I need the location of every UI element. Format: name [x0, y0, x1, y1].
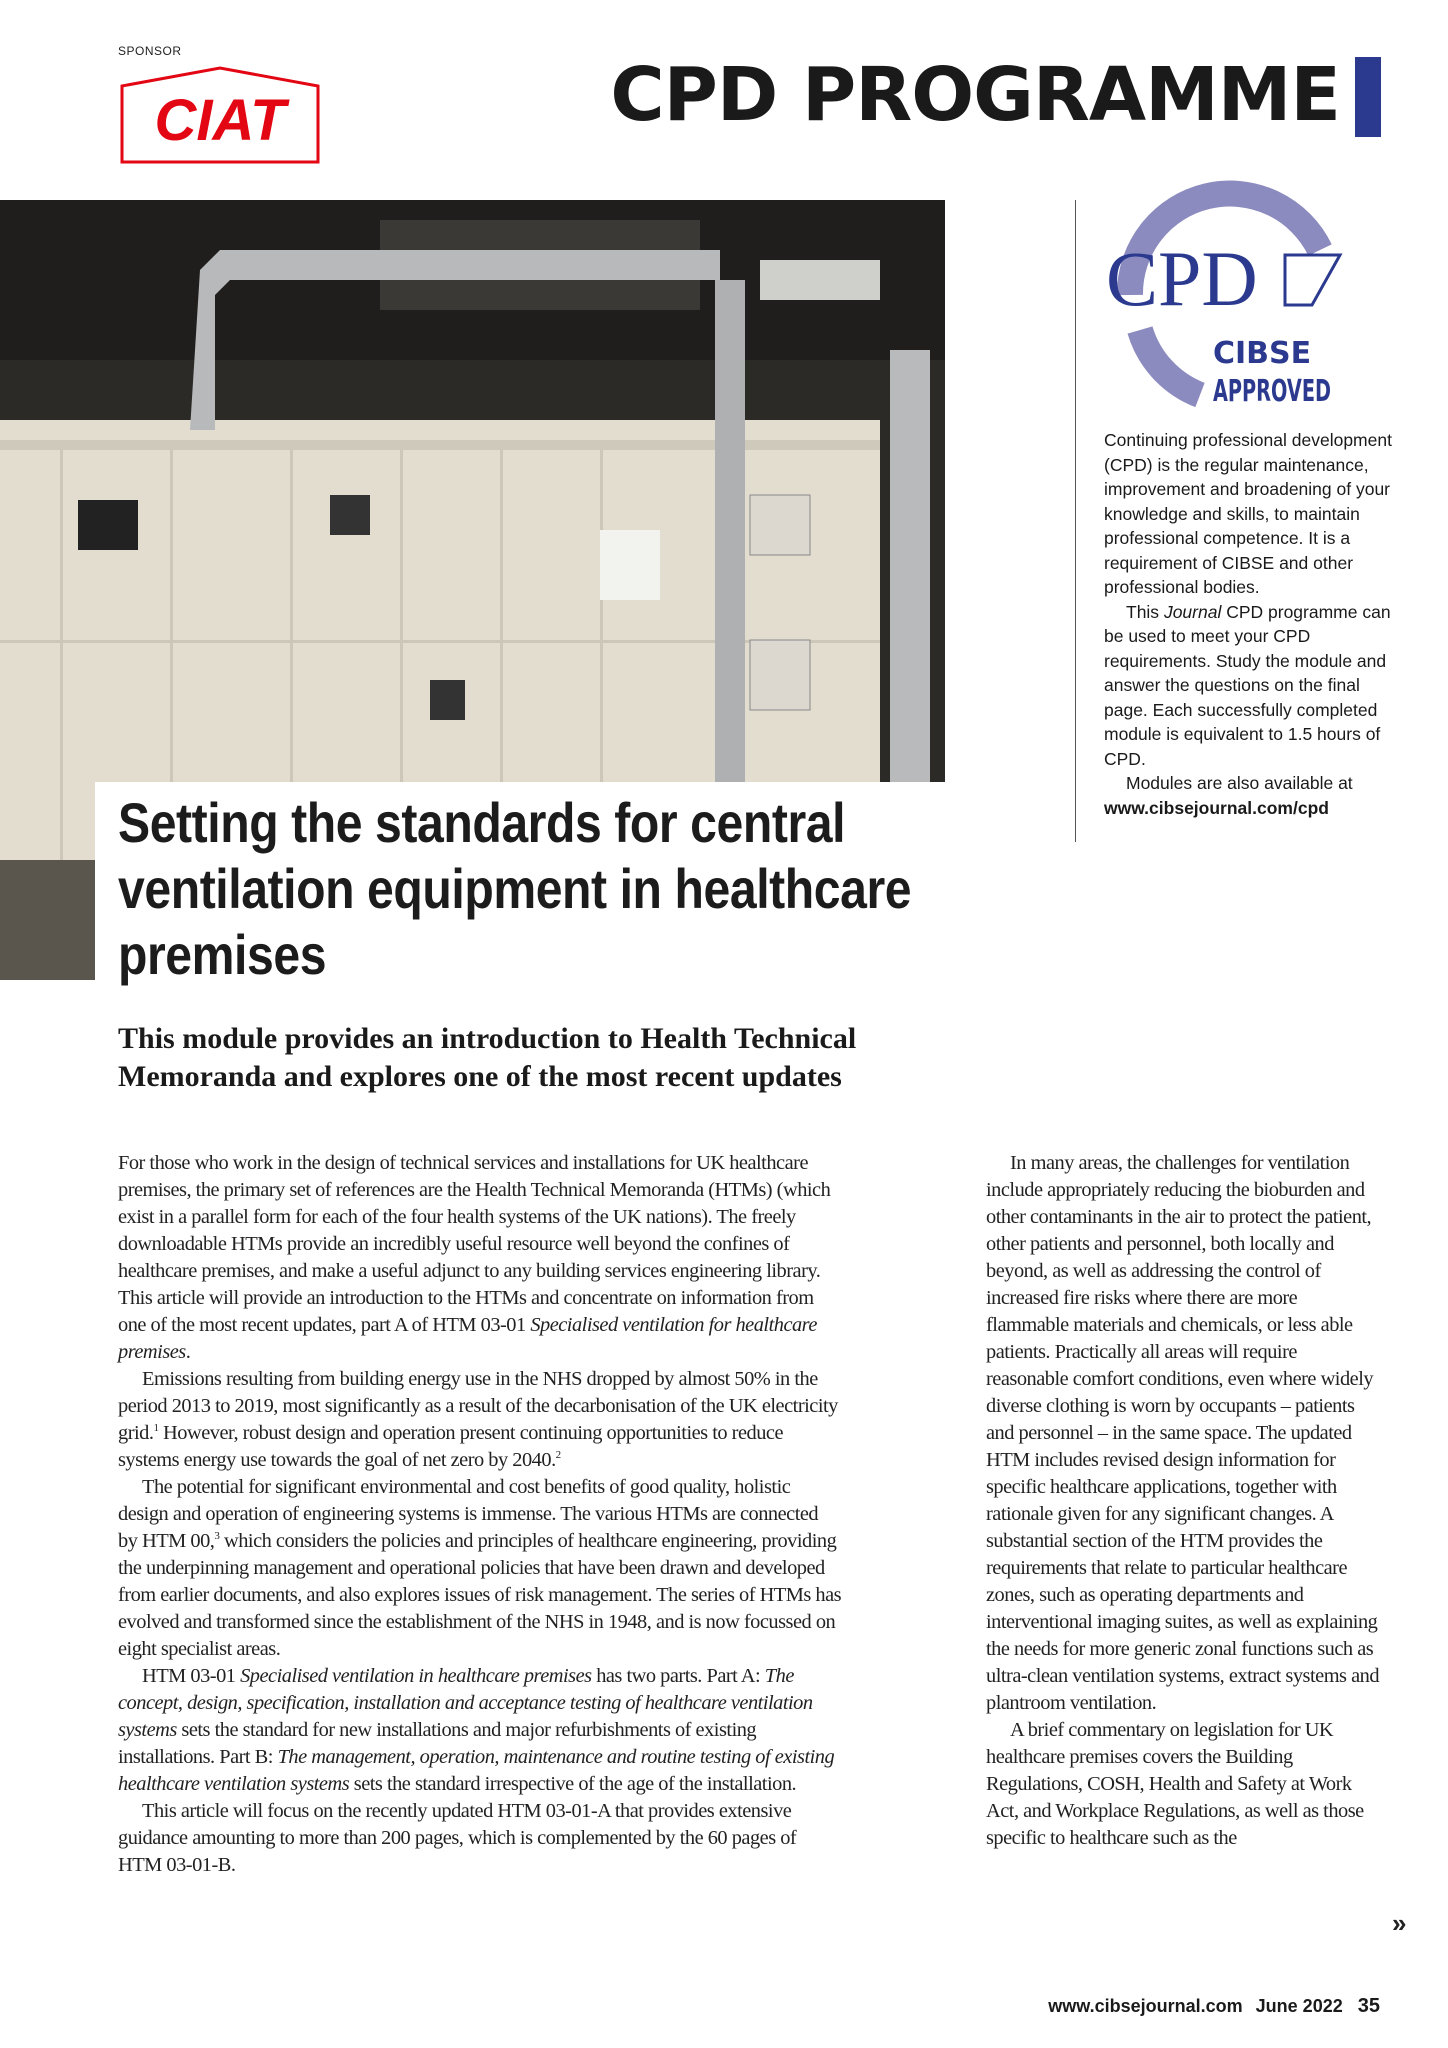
badge-approved: APPROVED: [1213, 374, 1331, 409]
body-paragraph: [118, 1474, 842, 1663]
cpd-url-link[interactable]: www.cibsejournal.com/cpd: [1104, 797, 1329, 818]
text: However, robust design and operation present continuing opportunities to reduce systems energy use towards the goal of net zero by 2040.: [118, 1422, 784, 1471]
text: .: [185, 1341, 191, 1363]
continue-icon: »: [1392, 1908, 1407, 1938]
text: This article will focus on the recently updated HTM 03-01-A that provides extensive guidance amounting to more than 200 pages, which is complemented by the 60 pages of HTM 03-01-B.: [118, 1800, 797, 1876]
sidebar-paragraph: Continuing professional development (CPD) is the regular maintenance, improvement and broadening of your knowledge and skills, to maintain professional competence. It is a requirement of CIBSE and other professional bodies.: [1104, 430, 1392, 597]
ciat-logo: [118, 64, 322, 166]
italic-title: The concept, design, specification, installation and acceptance testing of healthcare ventilation systems: [118, 1665, 813, 1741]
footer-site[interactable]: www.cibsejournal.com: [1048, 1996, 1243, 2016]
italic-title: The management, operation, maintenance and routine testing of existing healthcare ventilation systems: [118, 1746, 835, 1795]
text: For those who work in the design of technical services and installations for UK healthcare premises, the primary set of references are the Health Technical Memoranda (HTMs) (which exist in a parallel form for each of the four health systems of the UK nations). The freely downloadable HTMs provide an incredibly useful resource well beyond the confines of healthcare premises, and make a useful adjunct to any building services engineering library. This article will provide an introduction to the HTMs and concentrate on information from one of the most recent updates, part A of HTM 03-01: [118, 1152, 831, 1336]
body-column-2: [986, 1150, 1382, 1852]
cpd-sidebar: [1104, 428, 1394, 820]
body-paragraph: [986, 1717, 1382, 1852]
italic-title: Specialised ventilation for healthcare premises: [118, 1314, 817, 1363]
footnote-ref: 1: [153, 1422, 159, 1435]
body-paragraph: [986, 1150, 1382, 1717]
text: has two parts. Part A:: [591, 1665, 765, 1687]
body-paragraph: [118, 1150, 842, 1366]
italic-title: Specialised ventilation in healthcare premises: [240, 1665, 592, 1687]
article-standfirst: This module provides an introduction to Health Technical Memoranda and explores one of the most recent updates: [118, 1022, 857, 1093]
text: HTM 03-01: [142, 1665, 241, 1687]
text: The potential for significant environmental and cost benefits of good quality, holistic design and operation of engineering systems is immense. The various HTMs are connected by HTM 00,: [118, 1476, 819, 1552]
sidebar-paragraph: [1104, 600, 1394, 772]
footnote-ref: 3: [214, 1530, 220, 1543]
body-column-1: [118, 1150, 842, 1879]
text: A brief commentary on legislation for UK healthcare premises covers the Building Regulations, COSH, Health and Safety at Work Act, and Workplace Regulations, as well as those specific to healthcare such as the: [986, 1719, 1364, 1849]
page-number: 35: [1357, 1995, 1380, 2017]
sidebar-paragraph: Modules are also available at: [1126, 773, 1353, 793]
section-title: CPD PROGRAMME: [610, 52, 1340, 138]
svg-text:CIAT: CIAT: [154, 88, 286, 153]
footnote-ref: 2: [555, 1449, 561, 1462]
badge-cibse: CIBSE: [1213, 336, 1312, 371]
sponsor-label: SPONSOR: [118, 44, 182, 58]
text: sets the standard irrespective of the age of the installation.: [349, 1773, 797, 1795]
body-paragraph: [118, 1663, 842, 1798]
badge-cpd: CPD: [1106, 235, 1258, 322]
text: which considers the policies and principles of healthcare engineering, providing the underpinning management and operational policies that have been drawn and developed from earlier documents, and also explores issues of risk management. The series of HTMs has evolved and transformed since the establishment of the NHS in 1948, and is now focussed on eight specialist areas.: [118, 1530, 842, 1660]
text: In many areas, the challenges for ventilation include appropriately reducing the bioburden and other contaminants in the air to protect the patient, other patients and personnel, both locally and beyond, as well as addressing the control of increased fire risks where there are more flammable materials and chemicals, or less able patients. Practically all areas will require reasonable comfort conditions, even where widely diverse clothing is worn by occupants – patients and personnel – in the same space. The updated HTM includes revised design information for specific healthcare applications, together with rationale given for any significant changes. A substantial section of the HTM provides the requirements that relate to particular healthcare zones, such as operating departments and interventional imaging suites, as well as explaining the needs for more generic zonal functions such as ultra-clean ventilation systems, extract systems and plantroom ventilation.: [986, 1152, 1380, 1714]
cibse-cpd-approved-badge: [1100, 195, 1360, 410]
text: This: [1126, 601, 1164, 622]
page-footer: [1048, 1995, 1380, 2018]
body-paragraph: [118, 1366, 842, 1474]
accent-bar: [1355, 57, 1381, 137]
text: Emissions resulting from building energy use in the NHS dropped by almost 50% in the period 2013 to 2019, most significantly as a result of the decarbonisation of the UK electricity grid.: [118, 1368, 838, 1444]
sidebar-divider: [1075, 200, 1076, 842]
text: CPD programme can be used to meet your CPD requirements. Study the module and answer the questions on the final page. Each successfully completed module is equivalent to 1.5 hours of CPD.: [1104, 601, 1391, 769]
journal-italic: Journal: [1163, 601, 1222, 622]
article-title: Setting the standards for central ventilation equipment in healthcare premises: [118, 791, 912, 986]
body-paragraph: [118, 1798, 842, 1879]
text: sets the standard for new installations and major refurbishments of existing installations. Part B:: [118, 1719, 757, 1768]
footer-date: June 2022: [1255, 1996, 1343, 2016]
